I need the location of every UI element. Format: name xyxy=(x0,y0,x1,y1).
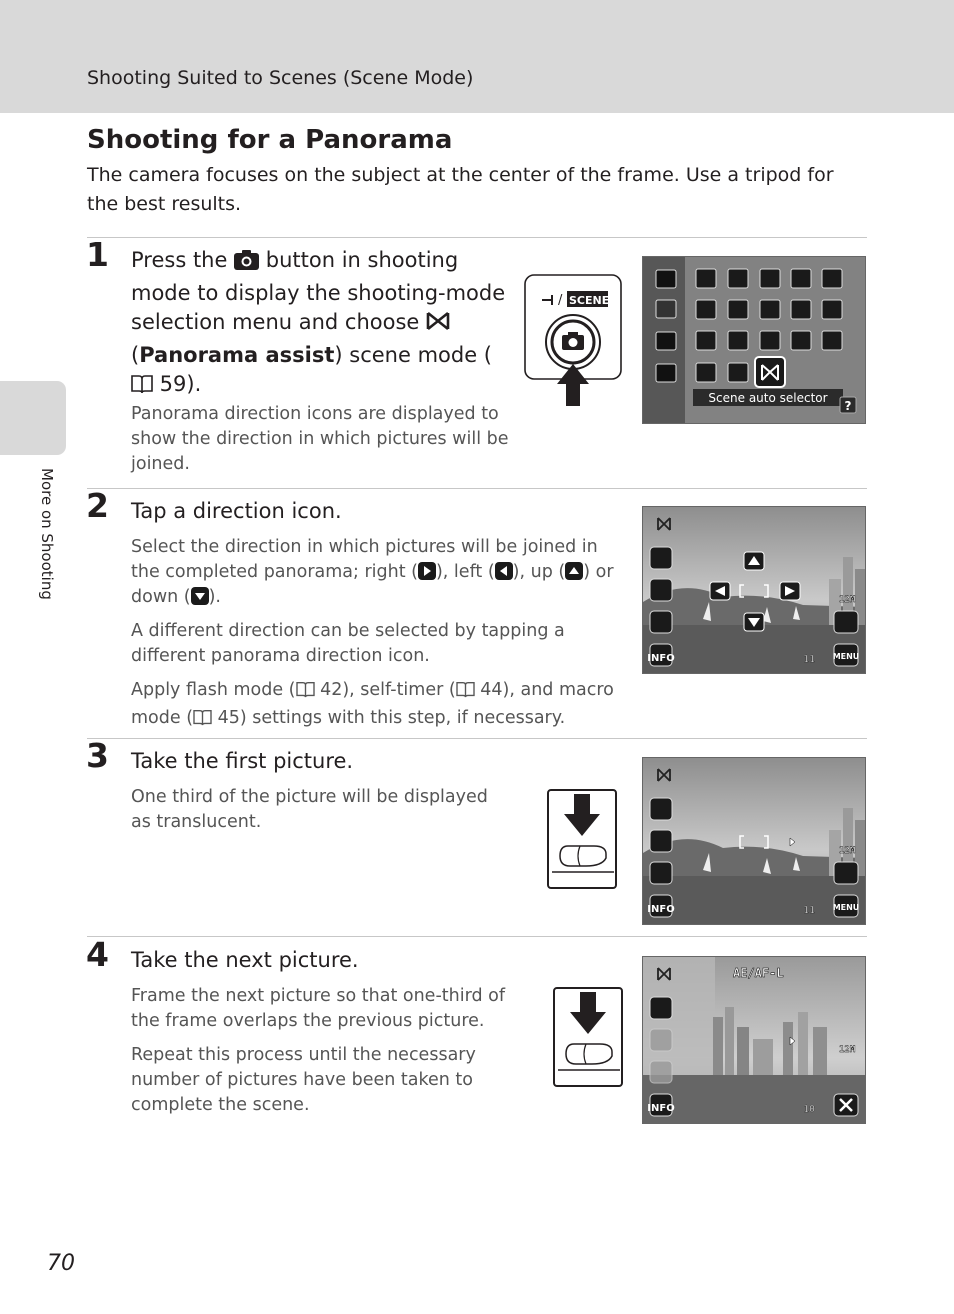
shots-remaining: 11 xyxy=(803,654,816,665)
divider xyxy=(87,488,867,489)
side-tab xyxy=(0,381,66,455)
scene-label: SCENE xyxy=(569,294,610,307)
info-button-label: INFO xyxy=(647,904,675,915)
side-tab-label: More on Shooting xyxy=(38,468,56,600)
info-button-label: INFO xyxy=(647,653,675,664)
step-paragraph-text: ). xyxy=(208,587,221,607)
panorama-assist-icon xyxy=(426,310,450,341)
step-paragraph-text: Apply flash mode ( xyxy=(131,680,296,700)
step-paragraph xyxy=(131,535,621,610)
svg-text:12M: 12M xyxy=(839,1045,856,1055)
camera-icon xyxy=(234,249,259,279)
page-number: 70 xyxy=(47,1251,75,1276)
step-paragraph xyxy=(131,678,621,734)
step-heading: Take the first picture. xyxy=(131,749,354,773)
step-paragraph: A different direction can be selected by tapping a different panorama direction icon. xyxy=(131,621,565,666)
step-heading: Tap a direction icon. xyxy=(131,499,342,523)
up-arrow-icon xyxy=(565,562,583,580)
shutter-press-illustration xyxy=(546,788,620,892)
step-paragraph-text: ), up ( xyxy=(512,562,566,582)
book-icon xyxy=(296,681,315,706)
book-icon xyxy=(131,373,153,403)
step-heading-text: button in shooting mode to display the shooting-mode selection menu and choose xyxy=(131,248,506,334)
intro-text: The camera focuses on the subject at the center of the frame. Use a tripod for the best results. xyxy=(87,164,834,215)
ae-af-lock-indicator: AE/AF-L xyxy=(733,966,784,980)
menu-button-label: MENU xyxy=(832,903,860,912)
divider xyxy=(87,237,867,238)
step-number: 3 xyxy=(86,736,109,775)
scene-caption: Scene auto selector xyxy=(708,391,828,405)
step-body xyxy=(131,535,621,743)
right-arrow-icon xyxy=(418,562,436,580)
section-title: Shooting Suited to Scenes (Scene Mode) xyxy=(87,67,474,89)
next-picture-screen xyxy=(642,956,866,1124)
page-title: Shooting for a Panorama xyxy=(87,125,453,155)
info-button-label: INFO xyxy=(647,1103,675,1114)
step-heading-text: ( xyxy=(131,342,140,367)
step-paragraph-text: 45) settings with this step, if necessary. xyxy=(212,708,566,728)
down-arrow-icon xyxy=(191,587,209,605)
step-body xyxy=(131,785,511,844)
step-paragraph: Frame the next picture so that one-third of the frame overlaps the previous picture. xyxy=(131,986,505,1031)
step-body xyxy=(131,402,521,486)
shutter-press-illustration xyxy=(552,986,626,1090)
step-paragraph: Panorama direction icons are displayed to show the direction in which pictures will be joined. xyxy=(131,404,509,474)
step-number: 1 xyxy=(86,235,109,274)
left-arrow-icon xyxy=(495,562,513,580)
step-heading-text: Press the xyxy=(131,248,235,272)
book-icon xyxy=(456,681,475,706)
direction-select-screen xyxy=(642,506,866,674)
header-band xyxy=(0,0,954,113)
step-paragraph-text: ), left ( xyxy=(435,562,495,582)
first-picture-screen xyxy=(642,757,866,925)
step-heading: Take the next picture. xyxy=(131,948,359,972)
step-paragraph-text: ) or down ( xyxy=(131,562,614,607)
scene-menu-screen xyxy=(642,256,866,424)
svg-text:/: / xyxy=(558,293,563,308)
step-paragraph-text: Select the direction in which pictures will be joined in the completed panorama; right ( xyxy=(131,537,598,582)
svg-text:12M: 12M xyxy=(839,846,856,856)
step-paragraph-text: 44), and macro mode ( xyxy=(131,680,614,728)
divider xyxy=(87,936,867,937)
step-number: 4 xyxy=(86,935,109,974)
step-number: 2 xyxy=(86,486,109,525)
menu-button-label: MENU xyxy=(832,652,860,661)
shots-remaining: 10 xyxy=(803,1104,816,1115)
book-icon xyxy=(193,709,212,734)
panorama-assist-label: Panorama assist xyxy=(139,342,335,367)
svg-text:12M: 12M xyxy=(839,595,856,605)
step-heading-text: ) scene mode ( xyxy=(334,342,492,367)
camera-button-illustration xyxy=(520,272,630,412)
help-icon: ? xyxy=(844,399,852,413)
step-paragraph: Repeat this process until the necessary number of pictures have been taken to complete the scene. xyxy=(131,1045,476,1115)
step-paragraph-text: 42), self-timer ( xyxy=(314,680,456,700)
step-heading xyxy=(131,246,511,403)
step-body xyxy=(131,984,531,1127)
shots-remaining: 11 xyxy=(803,905,816,916)
step-paragraph: One third of the picture will be displayed as translucent. xyxy=(131,787,488,832)
step-heading-text: 59). xyxy=(153,372,202,396)
